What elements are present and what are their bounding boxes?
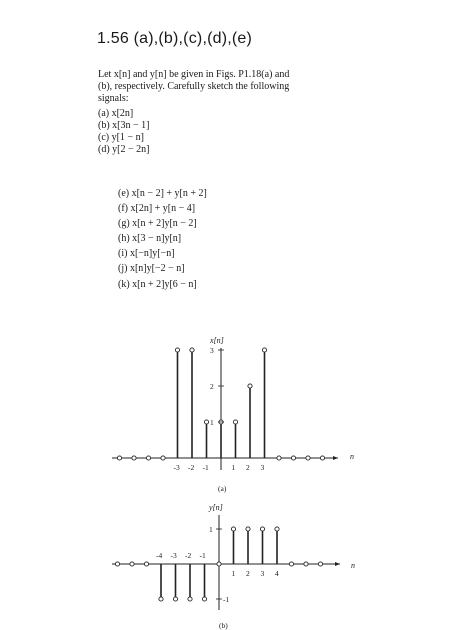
problem-item-c: (c) y[1 − n] <box>98 132 144 144</box>
y-tick-label: 3 <box>210 346 214 355</box>
x-tick-label: 1 <box>231 569 236 578</box>
x-tick-label: -4 <box>156 551 163 560</box>
problem-item-i: (i) x[−n]y[−n] <box>118 248 175 260</box>
problem-item-h: (h) x[3 − n]y[n] <box>118 233 182 245</box>
problem-item-b: (b) x[3n − 1] <box>98 119 150 131</box>
intro-line: Let x[n] and y[n] be given in Figs. P1.18(a) and <box>98 69 290 80</box>
x-tick-label: 3 <box>260 463 265 472</box>
stem-marker <box>246 527 250 531</box>
stem-marker <box>173 597 177 601</box>
y-tick-label: 1 <box>209 525 213 534</box>
problem-item-e: (e) x[n − 2] + y[n + 2] <box>118 188 207 199</box>
problem-item-a: (a) x[2n] <box>98 107 134 119</box>
x-tick-label: -1 <box>199 551 206 560</box>
stem-marker <box>159 597 163 601</box>
figure-b-caption: (b) <box>219 621 228 630</box>
x-tick-label: -2 <box>188 463 195 472</box>
problem-item-g: (g) x[n + 2]y[n − 2] <box>118 218 197 230</box>
intro-line: signals: <box>98 93 129 105</box>
x-tick-label: 3 <box>260 569 265 578</box>
x-tick-label: -2 <box>185 551 192 560</box>
stem-marker <box>231 527 235 531</box>
figure-a-axis-label: n <box>350 452 354 461</box>
figure-a-caption: (a) <box>218 484 227 493</box>
figure-b-title: y[n] <box>209 503 223 512</box>
problem-item-d: (d) y[2 − 2n] <box>98 144 150 156</box>
stem-marker <box>130 562 134 566</box>
stem-marker <box>144 562 148 566</box>
x-tick-label: 4 <box>275 569 279 578</box>
figure-a-title: x[n] <box>210 336 224 345</box>
y-tick-label: 1 <box>210 418 214 427</box>
intro-line: (b), respectively. Carefully sketch the following <box>98 81 290 93</box>
n-axis-arrow-icon <box>335 562 340 566</box>
problem-item-f: (f) x[2n] + y[n − 4] <box>118 203 196 215</box>
stem-marker <box>217 562 221 566</box>
problem-heading: 1.56 (a),(b),(c),(d),(e) <box>97 30 253 47</box>
x-tick-label: 2 <box>246 569 250 578</box>
figure-b-axis-label: n <box>351 561 355 570</box>
stem-marker <box>275 527 279 531</box>
x-tick-label: -1 <box>202 463 209 472</box>
problem-item-j: (j) x[n]y[−2 − n] <box>118 263 185 275</box>
stem-marker <box>202 597 206 601</box>
y-tick-label: 2 <box>210 382 214 391</box>
stem-marker <box>188 597 192 601</box>
stem-marker <box>318 562 322 566</box>
x-tick-label: -3 <box>170 551 177 560</box>
x-tick-label: -3 <box>173 463 180 472</box>
x-tick-label: 2 <box>246 463 250 472</box>
y-tick-label: -1 <box>223 595 230 604</box>
stem-marker <box>289 562 293 566</box>
problem-item-k: (k) x[n + 2]y[6 − n] <box>118 278 197 290</box>
stem-marker <box>115 562 119 566</box>
stem-marker <box>304 562 308 566</box>
x-tick-label: 1 <box>231 463 236 472</box>
stem-marker <box>260 527 264 531</box>
